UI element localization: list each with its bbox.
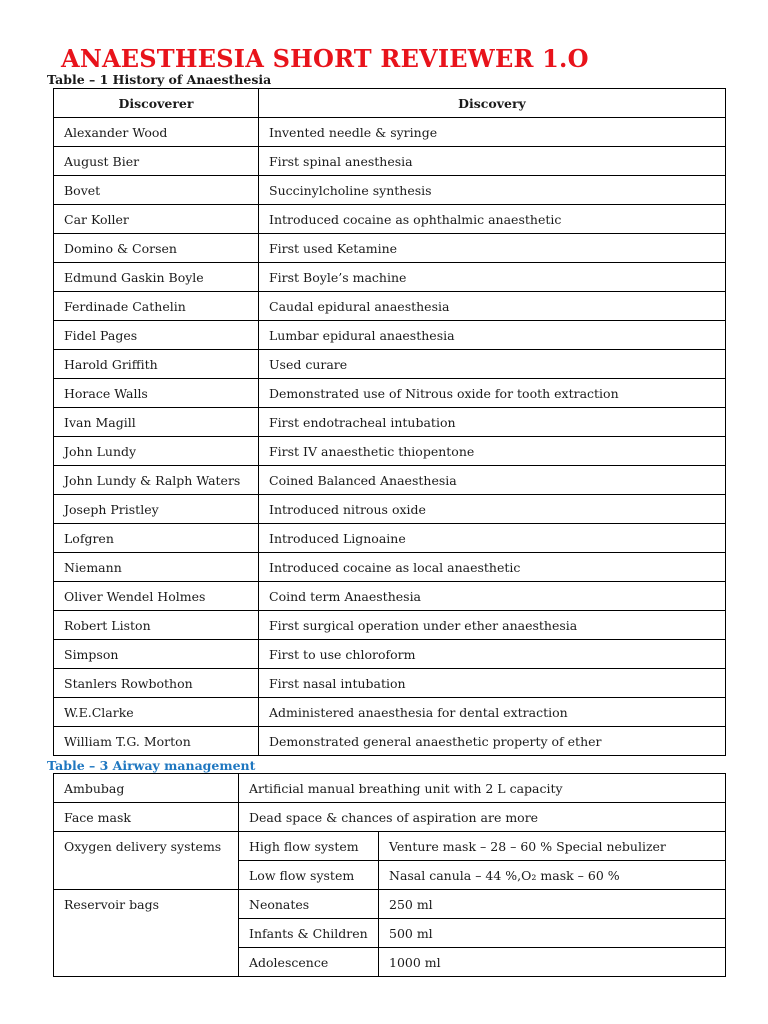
item-oxygen-delivery: Oxygen delivery systems: [54, 832, 239, 890]
table-row: [54, 379, 726, 408]
desc-face-mask: Dead space & chances of aspiration are more: [239, 803, 726, 832]
item-high-flow: High flow system: [239, 832, 379, 861]
history-table: [53, 88, 726, 756]
discovery-cell: Introduced cocaine as local anaesthetic: [259, 553, 726, 582]
table-row: [54, 774, 726, 803]
table-row: [54, 553, 726, 582]
item-low-flow: Low flow system: [239, 861, 379, 890]
table-row: [54, 147, 726, 176]
discoverer-cell: Robert Liston: [54, 611, 259, 640]
page-title: ANAESTHESIA SHORT REVIEWER 1.O: [61, 44, 589, 73]
discovery-cell: Lumbar epidural anaesthesia: [259, 321, 726, 350]
history-table-body: [54, 118, 726, 756]
table-row: [54, 176, 726, 205]
desc-low-flow: Nasal canula – 44 %,O₂ mask – 60 %: [379, 861, 726, 890]
discoverer-cell: Niemann: [54, 553, 259, 582]
table-row: [54, 890, 726, 919]
desc-ambubag: Artificial manual breathing unit with 2 L capacity: [239, 774, 726, 803]
table-row: [54, 234, 726, 263]
discoverer-cell: Harold Griffith: [54, 350, 259, 379]
item-infants: Infants & Children: [239, 919, 379, 948]
discoverer-cell: John Lundy: [54, 437, 259, 466]
discovery-cell: Administered anaesthesia for dental extraction: [259, 698, 726, 727]
item-face-mask: Face mask: [54, 803, 239, 832]
discoverer-cell: Joseph Pristley: [54, 495, 259, 524]
discoverer-cell: William T.G. Morton: [54, 727, 259, 756]
discoverer-cell: W.E.Clarke: [54, 698, 259, 727]
discoverer-cell: Car Koller: [54, 205, 259, 234]
discovery-cell: First used Ketamine: [259, 234, 726, 263]
table-row: [54, 495, 726, 524]
discovery-cell: First IV anaesthetic thiopentone: [259, 437, 726, 466]
discovery-cell: First endotracheal intubation: [259, 408, 726, 437]
discovery-cell: Introduced Lignoaine: [259, 524, 726, 553]
table-row: [54, 832, 726, 861]
table-row: [54, 321, 726, 350]
discoverer-cell: Lofgren: [54, 524, 259, 553]
value-neonates: 250 ml: [379, 890, 726, 919]
table-row: [54, 727, 726, 756]
discovery-cell: First spinal anesthesia: [259, 147, 726, 176]
discoverer-cell: Simpson: [54, 640, 259, 669]
discovery-cell: Introduced nitrous oxide: [259, 495, 726, 524]
table-row: [54, 640, 726, 669]
discoverer-cell: Bovet: [54, 176, 259, 205]
discovery-cell: Introduced cocaine as ophthalmic anaesthetic: [259, 205, 726, 234]
value-infants: 500 ml: [379, 919, 726, 948]
discovery-cell: First to use chloroform: [259, 640, 726, 669]
table-row: [54, 698, 726, 727]
discovery-cell: Succinylcholine synthesis: [259, 176, 726, 205]
item-reservoir-bags: Reservoir bags: [54, 890, 239, 977]
table1-caption: Table – 1 History of Anaesthesia: [47, 72, 272, 87]
table-row: [54, 611, 726, 640]
discoverer-cell: Stanlers Rowbothon: [54, 669, 259, 698]
discoverer-cell: John Lundy & Ralph Waters: [54, 466, 259, 495]
discoverer-cell: Oliver Wendel Holmes: [54, 582, 259, 611]
discoverer-cell: August Bier: [54, 147, 259, 176]
discovery-cell: First Boyle’s machine: [259, 263, 726, 292]
discovery-cell: Coind term Anaesthesia: [259, 582, 726, 611]
header-discovery: Discovery: [259, 89, 726, 118]
desc-high-flow: Venture mask – 28 – 60 % Special nebulizer: [379, 832, 726, 861]
table3-caption: Table – 3 Airway management: [47, 758, 256, 773]
value-adolescence: 1000 ml: [379, 948, 726, 977]
table-row: [54, 263, 726, 292]
table-row: [54, 205, 726, 234]
table-row: [54, 350, 726, 379]
item-ambubag: Ambubag: [54, 774, 239, 803]
table-row: [54, 524, 726, 553]
discoverer-cell: Domino & Corsen: [54, 234, 259, 263]
discovery-cell: Used curare: [259, 350, 726, 379]
item-adolescence: Adolescence: [239, 948, 379, 977]
discovery-cell: Caudal epidural anaesthesia: [259, 292, 726, 321]
table-row: [54, 408, 726, 437]
table-header-row: [54, 89, 726, 118]
table-row: [54, 803, 726, 832]
discoverer-cell: Fidel Pages: [54, 321, 259, 350]
discoverer-cell: Edmund Gaskin Boyle: [54, 263, 259, 292]
discovery-cell: Invented needle & syringe: [259, 118, 726, 147]
table-row: [54, 582, 726, 611]
table-row: [54, 118, 726, 147]
discoverer-cell: Ferdinade Cathelin: [54, 292, 259, 321]
discoverer-cell: Ivan Magill: [54, 408, 259, 437]
discoverer-cell: Alexander Wood: [54, 118, 259, 147]
discoverer-cell: Horace Walls: [54, 379, 259, 408]
table-row: [54, 466, 726, 495]
discovery-cell: Demonstrated use of Nitrous oxide for tooth extraction: [259, 379, 726, 408]
discovery-cell: First surgical operation under ether anaesthesia: [259, 611, 726, 640]
airway-table: [53, 773, 726, 977]
item-neonates: Neonates: [239, 890, 379, 919]
discovery-cell: Coined Balanced Anaesthesia: [259, 466, 726, 495]
table-row: [54, 437, 726, 466]
header-discoverer: Discoverer: [54, 89, 259, 118]
discovery-cell: Demonstrated general anaesthetic property of ether: [259, 727, 726, 756]
discovery-cell: First nasal intubation: [259, 669, 726, 698]
table-row: [54, 669, 726, 698]
table-row: [54, 292, 726, 321]
